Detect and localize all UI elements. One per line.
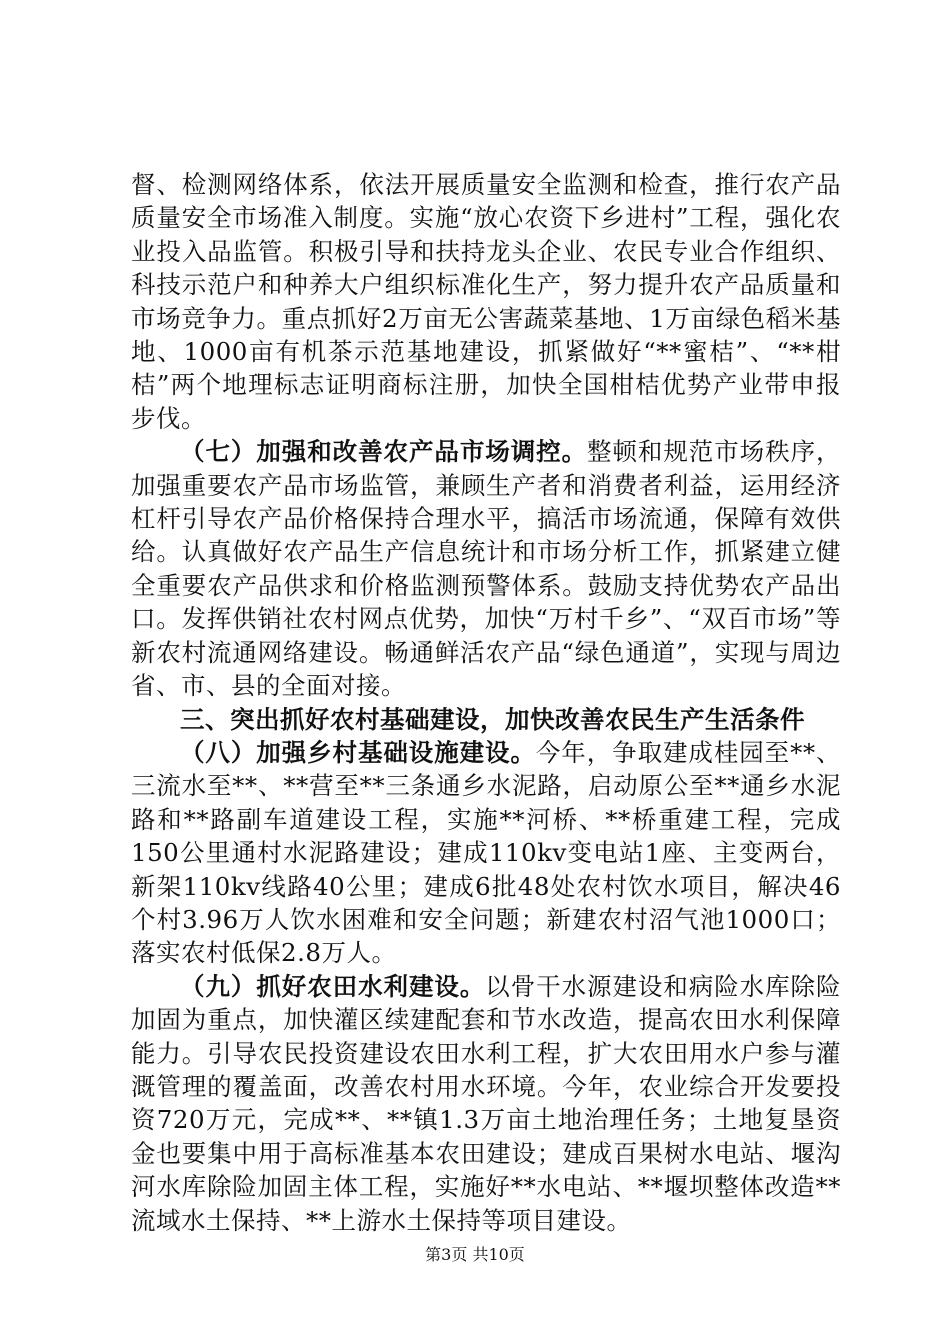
paragraph-lead: （八）加强乡村基础设施建设。 (180, 737, 536, 767)
paragraph-text: 今年，争取建成桂园至**、三流水至**、**营至**三条通乡水泥路，启动原公至**通乡水泥路和**路副车道建设工程，实施**河桥、**桥重建工程，完成150公里通村水泥路建设；建成110kv变电站1座、主变两台，新架110kv线路40公里；建成6批48处农村饮水项目，解决46个村3.96万人饮水困难和安全问题；新建农村沼气池1000口；落实农村低保2.8万人。 (131, 737, 842, 968)
paragraph-rural-infrastructure (131, 736, 841, 970)
section-heading: 三、突出抓好农村基础建设，加快改善农民生产生活条件 (180, 704, 805, 734)
paragraph-water-conservancy (131, 970, 841, 1237)
paragraph-market-regulation (131, 435, 841, 702)
page-footer (0, 1245, 950, 1265)
document-body (131, 168, 841, 1237)
paragraph-text: 督、检测网络体系，依法开展质量安全监测和检查，推行农产品质量安全市场准入制度。实施“放心农资下乡进村”工程，强化农业投入品监管。积极引导和扶持龙头企业、农民专业合作组织、科技示范户和种养大户组织标准化生产，努力提升农产品质量和市场竞争力。重点抓好2万亩无公害蔬菜基地、1万亩绿色稻米基地、1000亩有机茶示范基地建设，抓紧做好“**蜜桔”、“**柑桔”两个地理标志证明商标注册，加快全国柑桔优势产业带申报步伐。 (131, 170, 841, 433)
paragraph-lead: （九）抓好农田水利建设。 (180, 971, 486, 1001)
paragraph-continuation (131, 168, 841, 435)
page-number-label: 第3页 共10页 (425, 1245, 525, 1264)
paragraph-text: 以骨干水源建设和病险水库除险加固为重点，加快灌区续建配套和节水改造，提高农田水利保障能力。引导农民投资建设农田水利工程，扩大农田用水户参与灌溉管理的覆盖面，改善农村用水环境。今年，农业综合开发要投资720万元，完成**、**镇1.3万亩土地治理任务；土地复垦资金也要集中用于高标准基本农田建设；建成百果树水电站、堰沟河水库除险加固主体工程，实施好**水电站、**堰坝整体改造**流域水土保持、**上游水土保持等项目建设。 (131, 971, 841, 1235)
paragraph-text: 整顿和规范市场秩序，加强重要农产品市场监管，兼顾生产者和消费者利益，运用经济杠杆引导农产品价格保持合理水平，搞活市场流通，保障有效供给。认真做好农产品生产信息统计和市场分析工作，抓紧建立健全重要农产品供求和价格监测预警体系。鼓励支持优势农产品出口。发挥供销社农村网点优势，加快“万村千乡”、“双百市场”等新农村流通网络建设。畅通鲜活农产品“绿色通道”，实现与周边省、市、县的全面对接。 (131, 437, 842, 701)
paragraph-lead: （七）加强和改善农产品市场调控。 (180, 437, 588, 467)
